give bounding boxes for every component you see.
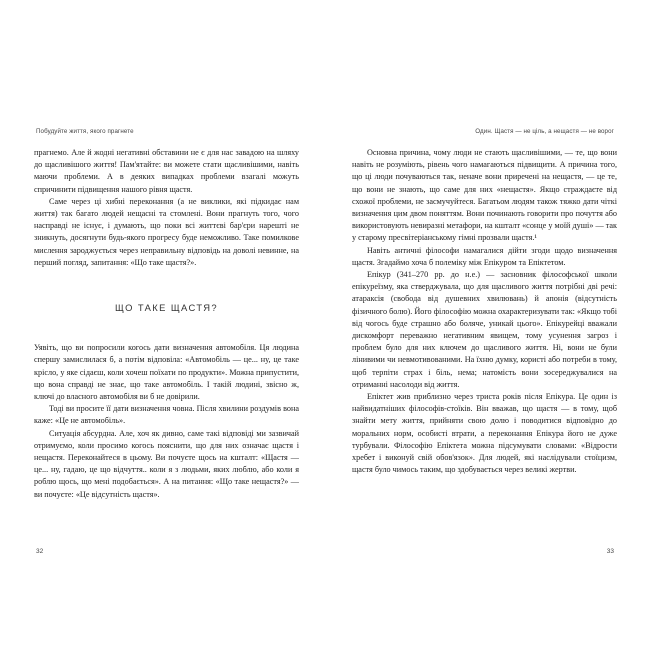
paragraph: Епіктет жив приблизно через триста років після Епікура. Це один із найвидатніших філософів-стоїків. Він вважав, що щастя — в тому, щоб знайти мету життя, прийняти свою долю і поводитися відповідно до моральних норм, особисті втрати, а переконання Епікура його не дуже турбували. Філософію Епіктета можна підсумувати словами: «Відрости хребет і виконуй свій обов'язок». Для людей, які наслідували стоїцизм, щастя було чимось таким, що здобувається через великі жертви. [352,392,617,475]
paragraph: Тоді ви просите її дати визначення човна. Після хвилини роздумів вона каже: «Це не автомобіль». [34,404,299,426]
paragraph: Основна причина, чому люди не стають щасливішими, — те, що вони навіть не розуміють, рівень чого намагаються підвищити. А причина того, що ці люди почуваються так, неначе вони приречені на нещастя, — це те, що вони не знають, що саме для них «нещастя». Якщо страждаєте від схожої проблеми, не засмучуйтеся. Багатьом людям також тяжко дати чіткі визначення цим двом поняттям. Вони починають говорити про почуття або використовують невиразні метафори, на кшталт «сонце у моїй душі» — так у старому пресвітеріанському гімні прозвали щастя.¹ [352,148,617,243]
running-header-left: Побудуйте життя, якого прагнете [36,128,134,135]
left-page-body [34,147,299,501]
paragraph: Навіть античні філософи намагалися дійти згоди щодо визначення щастя. Згадаймо хоча б полеміку між Епікуром та Епіктетом. [352,245,617,267]
paragraph: Ситуація абсурдна. Але, хоч як дивно, саме такі відповіді ми зазвичай отримуємо, коли просимо когось пояснити, що для них означає щастя і нещастя. Переконайтеся в цьому. Ви почуєте щось на кшталт: «Щастя — це... ну, гадаю, це що відчуття.. коли я з людьми, яких люблю, або коли я роблю щось, що мені подобається». А на питання: «Що таке нещастя?» — ви почуєте: «Це відсутність щастя». [34,428,299,499]
paragraph: прагнемо. Але й жодні негативні обставини не є для нас завадою на шляху до щасливішого життя! Пам'ятайте: ви можете стати щасливішими, навіть маючи проблеми. А в деяких випадках проблеми взагалі можуть спричинити підвищення нашого рівня щастя. [34,148,299,194]
paragraph: Епікур (341–270 рр. до н.е.) — засновник філософської школи епікуреїзму, яка стверджувала, що для щасливого життя потрібні дві речі: атараксія (свобода від душевних хвилювань) й апонія (відсутність фізичного болю). Його філософію можна охарактеризувати так: «Якщо тобі від чогось буде страшно або боляче, уникай цього». Епікурейці вважали дискомфорт переважно негативним явищем, тому усунення загроз і проблем було для них ключем до щасливого життя. Ні, вони не були лінивими чи невмотивованими. На їхню думку, користі або потреби в тому, щоб терпіти страх і біль, нема; натомість вони зосереджувалися на отриманні насолоди від життя. [352,270,617,389]
paragraph: Саме через ці хибні переконання (а не виклики, які підкидає нам життя) так багато людей нещасні та стомлені. Вони прагнуть того, чого насправді не існує, і думають, що поки всі життєві бар'єри нарешті не зникнуть, досягнути будь-якого прогресу буде неможливо. Таке помилкове мислення зароджується через неправильну відповідь на доволі невинне, на перший погляд, запитання: «Що таке щастя?». [34,196,299,267]
paragraph: Уявіть, що ви попросили когось дати визначення автомобіля. Ця людина спершу замислилася б, а потім відповіла: «Автомобіль — це... ну, це таке крісло, у яке сідаєш, коли хочеш поїхати по продукти». Можна припустити, що вона справді не знає, що таке автомобіль. І такій людині, звісно ж, ключі до власного автомобіля ви б не довірили. [34,343,299,402]
section-heading: ЩО ТАКЕ ЩАСТЯ? [114,302,219,314]
right-page-body [352,147,617,476]
running-header-right: Один. Щастя — не ціль, а нещастя — не ворог [475,128,614,135]
page-number-left: 32 [36,548,44,555]
page-number-right: 33 [606,548,614,555]
